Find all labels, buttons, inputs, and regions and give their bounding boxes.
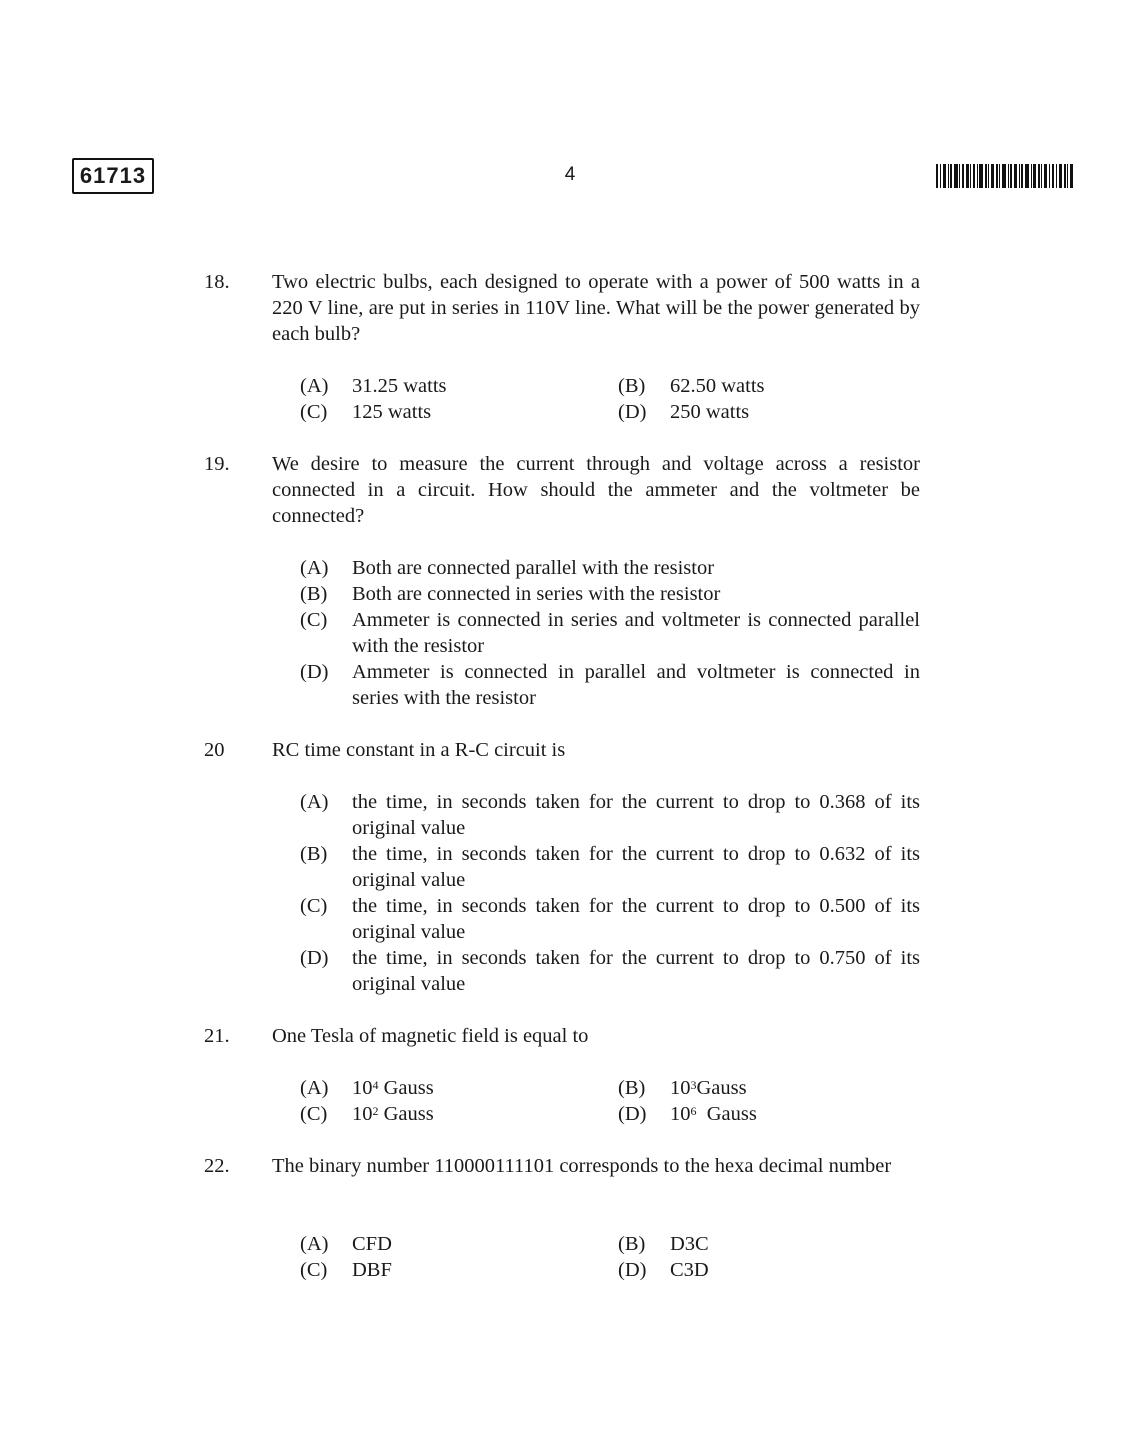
question-number: 22. xyxy=(204,1155,230,1177)
question-18 xyxy=(204,269,924,349)
question-21 xyxy=(204,1023,924,1051)
option-c: (C) $10^2$ Gauss xyxy=(300,1103,434,1125)
paper-code-box: 61713 xyxy=(72,158,154,194)
option-c: (C) 125 watts xyxy=(300,401,432,423)
question-text: We desire to measure the current through and voltage across a resistor connected in a circuit. How should the ammeter and the voltmeter be connected? xyxy=(272,453,920,527)
option-a: (A) Both are connected parallel with the resistor xyxy=(300,557,715,579)
option-a: (A) $10^4$ Gauss xyxy=(300,1077,434,1099)
option-d: (D) C3D xyxy=(618,1259,709,1281)
option-c: (C) DBF xyxy=(300,1259,392,1281)
options-22 xyxy=(300,1231,900,1283)
options-19 xyxy=(300,555,920,711)
page-number: 4 xyxy=(564,164,576,185)
question-number: 20 xyxy=(204,739,225,761)
option-b: (B) 62.50 watts xyxy=(618,375,765,397)
question-text: Two electric bulbs, each designed to operate with a power of 500 watts in a 220 V line, are put in series in 110V line. What will be the power generated by each bulb? xyxy=(272,271,920,345)
option-c: (C) the time, in seconds taken for the current to drop to 0.500 of its original value xyxy=(300,895,920,943)
option-a: (A) the time, in seconds taken for the current to drop to 0.368 of its original value xyxy=(300,791,920,839)
question-text: The binary number 110000111101 corresponds to the hexa decimal number xyxy=(272,1155,892,1177)
question-text: One Tesla of magnetic field is equal to xyxy=(272,1025,589,1047)
question-number: 19. xyxy=(204,453,230,475)
option-d: (D) $10^6$ Gauss xyxy=(618,1103,757,1125)
question-20 xyxy=(204,737,924,765)
option-d: (D) the time, in seconds taken for the current to drop to 0.750 of its original value xyxy=(300,947,920,995)
barcode-icon xyxy=(936,164,1074,188)
option-b: (B) the time, in seconds taken for the current to drop to 0.632 of its original value xyxy=(300,843,920,891)
option-d: (D) 250 watts xyxy=(618,401,750,423)
page-header xyxy=(0,0,1143,220)
option-a: (A) CFD xyxy=(300,1233,392,1255)
question-number: 21. xyxy=(204,1025,230,1047)
option-b: (B) Both are connected in series with the resistor xyxy=(300,583,721,605)
question-22 xyxy=(204,1153,924,1207)
option-c: (C) Ammeter is connected in series and voltmeter is connected parallel with the resistor xyxy=(300,609,920,657)
option-b: (B) D3C xyxy=(618,1233,709,1255)
question-19 xyxy=(204,451,924,531)
option-b: (B) $10^3Gauss$ xyxy=(618,1077,747,1099)
option-d: (D) Ammeter is connected in parallel and voltmeter is connected in series with the resistor xyxy=(300,661,920,709)
option-a: (A) 31.25 watts xyxy=(300,375,447,397)
question-text: RC time constant in a R-C circuit is xyxy=(272,739,566,761)
question-number: 18. xyxy=(204,271,230,293)
options-18 xyxy=(300,373,900,425)
options-20 xyxy=(300,789,920,997)
options-21 xyxy=(300,1075,900,1127)
